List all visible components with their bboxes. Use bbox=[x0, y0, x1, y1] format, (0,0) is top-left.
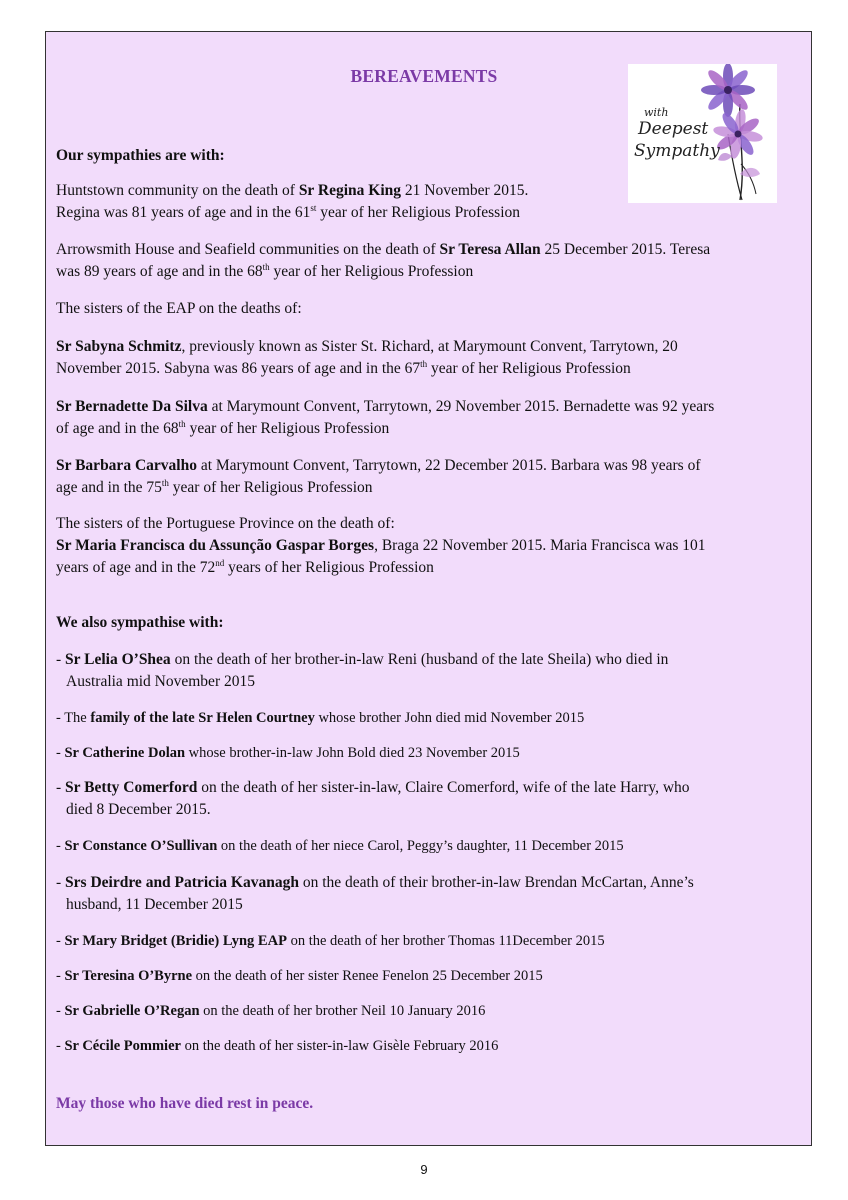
sympathies-heading: Our sympathies are with: bbox=[56, 147, 225, 164]
notice-teresa-allan: Arrowsmith House and Seafield communities on the death of Sr Teresa Allan 25 December 2015. Teresa was 89 years of age and in the 68th year of her Religious Profession bbox=[56, 241, 711, 280]
list-item: - Sr Lelia O’Shea on the death of her brother-in-law Reni (husband of the late Sheila) who died in Australia mid November 2015 bbox=[56, 651, 669, 690]
list-item: - Sr Cécile Pommier on the death of her sister-in-law Gisèle February 2016 bbox=[56, 1038, 499, 1054]
list-item: - Sr Gabrielle O’Regan on the death of her brother Neil 10 January 2016 bbox=[56, 1003, 486, 1019]
list-item: - Sr Teresina O’Byrne on the death of her sister Renee Fenelon 25 December 2015 bbox=[56, 968, 543, 984]
list-item: - Srs Deirdre and Patricia Kavanagh on the death of their brother-in-law Brendan McCartan, Anne’s husband, 11 December 2015 bbox=[56, 874, 694, 913]
list-item: - Sr Catherine Dolan whose brother-in-law John Bold died 23 November 2015 bbox=[56, 745, 520, 761]
notice-regina-king: Huntstown community on the death of Sr Regina King 21 November 2015. Regina was 81 years of age and in the 61st year of her Religious Profession bbox=[56, 182, 529, 221]
notice-maria-francisca: The sisters of the Portuguese Province on the death of: Sr Maria Francisca du Assunção Gaspar Borges, Braga 22 November 2015. Maria Francisca was 101 years of age and in the 72nd years of her Religious Profession bbox=[56, 515, 706, 576]
eap-intro: The sisters of the EAP on the deaths of: bbox=[56, 300, 302, 317]
svg-text:Sympathy: Sympathy bbox=[634, 141, 720, 161]
notice-barbara-carvalho: Sr Barbara Carvalho at Marymount Convent, Tarrytown, 22 December 2015. Barbara was 98 years of age and in the 75th year of her Religious Profession bbox=[56, 457, 701, 496]
also-sympathise-heading: We also sympathise with: bbox=[56, 614, 224, 631]
list-item: - Sr Betty Comerford on the death of her sister-in-law, Claire Comerford, wife of the late Harry, who died 8 December 2015. bbox=[56, 779, 690, 818]
closing-line: May those who have died rest in peace. bbox=[56, 1095, 314, 1112]
notice-bernadette-da-silva: Sr Bernadette Da Silva at Marymount Convent, Tarrytown, 29 November 2015. Bernadette was 92 years of age and in the 68th year of her Religious Profession bbox=[56, 398, 715, 437]
list-item: - The family of the late Sr Helen Courtney whose brother John died mid November 2015 bbox=[56, 710, 585, 726]
notice-sabyna-schmitz: Sr Sabyna Schmitz, previously known as Sister St. Richard, at Marymount Convent, Tarrytown, 20 November 2015. Sabyna was 86 years of age and in the 67th year of her Religious Profession bbox=[56, 338, 678, 377]
svg-text:with: with bbox=[644, 106, 669, 119]
list-item: - Sr Mary Bridget (Bridie) Lyng EAP on the death of her brother Thomas 11December 2015 bbox=[56, 933, 605, 949]
svg-text:Deepest: Deepest bbox=[638, 119, 709, 139]
page-title: BEREAVEMENTS bbox=[350, 66, 498, 86]
list-item: - Sr Constance O’Sullivan on the death of her niece Carol, Peggy’s daughter, 11 December 2015 bbox=[56, 838, 624, 854]
page-number: 9 bbox=[420, 1162, 428, 1177]
